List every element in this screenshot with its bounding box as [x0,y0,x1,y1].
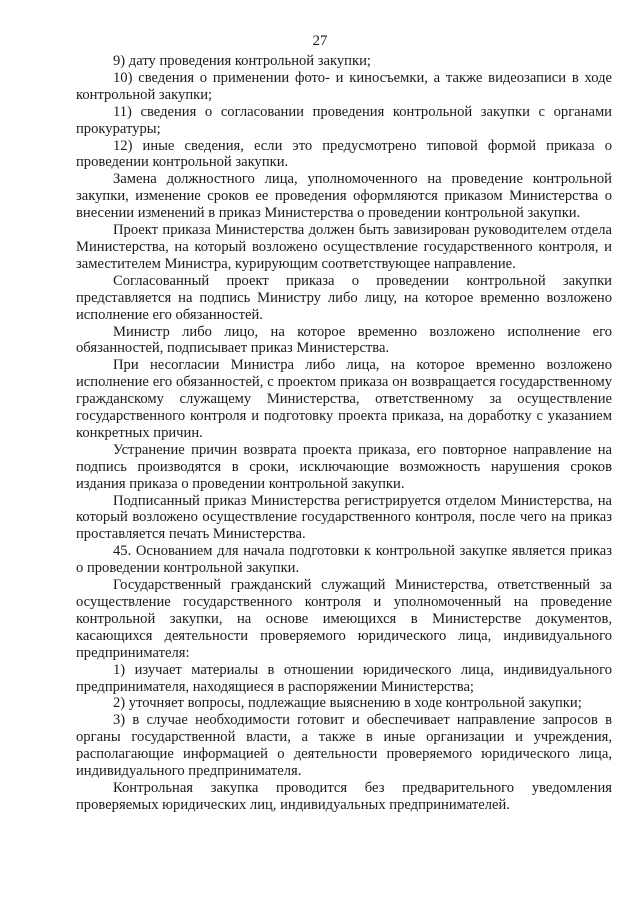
paragraph-order-submission: Согласованный проект приказа о проведении контрольной закупки представляется на подпись Министру либо лицу, на которое временно возложено исполнение его обязанностей. [76,272,612,323]
paragraph-order-draft-approval: Проект приказа Министерства должен быть завизирован руководителем отдела Министерства, на который возложено осуществление государственного контроля, и заместителем Министра, курирующим соответствующее направление. [76,222,612,272]
paragraph-list-item-3: 3) в случае необходимости готовит и обеспечивает направление запросов в органы государственной власти, а также в иные организации и учреждения, располагающие информацией о деятельности проверяемого юридического лица, индивидуального предпринимателя. [76,712,612,780]
paragraph-disagreement: При несогласии Министра либо лица, на которое временно возложено исполнение его обязанностей, с проектом приказа он возвращается государственному гражданскому служащему Министерства, ответственному за осуществление государственного контроля и подготовку проекта приказа, на доработку с указанием конкретных причин. [76,357,612,441]
paragraph-item-10: 10) сведения о применении фото- и киносъемки, а также видеозаписи в ходе контрольной закупки; [76,69,612,103]
paragraph-list-item-1: 1) изучает материалы в отношении юридического лица, индивидуального предпринимателя, находящиеся в распоряжении Министерства; [76,661,612,695]
paragraph-minister-signs: Министр либо лицо, на которое временно возложено исполнение его обязанностей, подписывает приказ Министерства. [76,323,612,357]
paragraph-list-item-2: 2) уточняет вопросы, подлежащие выяснению в ходе контрольной закупки; [113,695,582,712]
document-body [76,53,612,814]
paragraph-item-9: 9) дату проведения контрольной закупки; [113,53,371,69]
paragraph-resubmission: Устранение причин возврата проекта приказа, его повторное направление на подпись производятся в сроки, исключающие возможность нарушения сроков издания приказа о проведении контрольной закупки. [76,441,612,492]
paragraph-item-12: 12) иные сведения, если это предусмотрено типовой формой приказа о проведении контрольной закупки. [76,137,612,171]
paragraph-section-45: 45. Основанием для начала подготовки к контрольной закупке является приказ о проведении контрольной закупки. [76,543,612,577]
page-number: 27 [312,33,328,49]
paragraph-no-notification: Контрольная закупка проводится без предварительного уведомления проверяемых юридических лиц, индивидуальных предпринимателей. [76,779,612,813]
paragraph-item-11: 11) сведения о согласовании проведения контрольной закупки с органами прокуратуры; [76,103,612,137]
paragraph-official-replacement: Замена должностного лица, уполномоченного на проведение контрольной закупки, изменение сроков ее проведения оформляются приказом Министерства о внесении изменений в приказ Министерства о проведении контрольной закупки. [76,171,612,222]
paragraph-registration: Подписанный приказ Министерства регистрируется отделом Министерства, на который возложено осуществление государственного контроля, после чего на приказ проставляется печать Министерства. [76,492,612,543]
paragraph-civil-servant: Государственный гражданский служащий Министерства, ответственный за осуществление государственного контроля и уполномоченный на проведение контрольной закупки, на основе имеющихся в Министерстве документов, касающихся деятельности проверяемого юридического лица, индивидуального предпринимателя: [76,577,612,661]
